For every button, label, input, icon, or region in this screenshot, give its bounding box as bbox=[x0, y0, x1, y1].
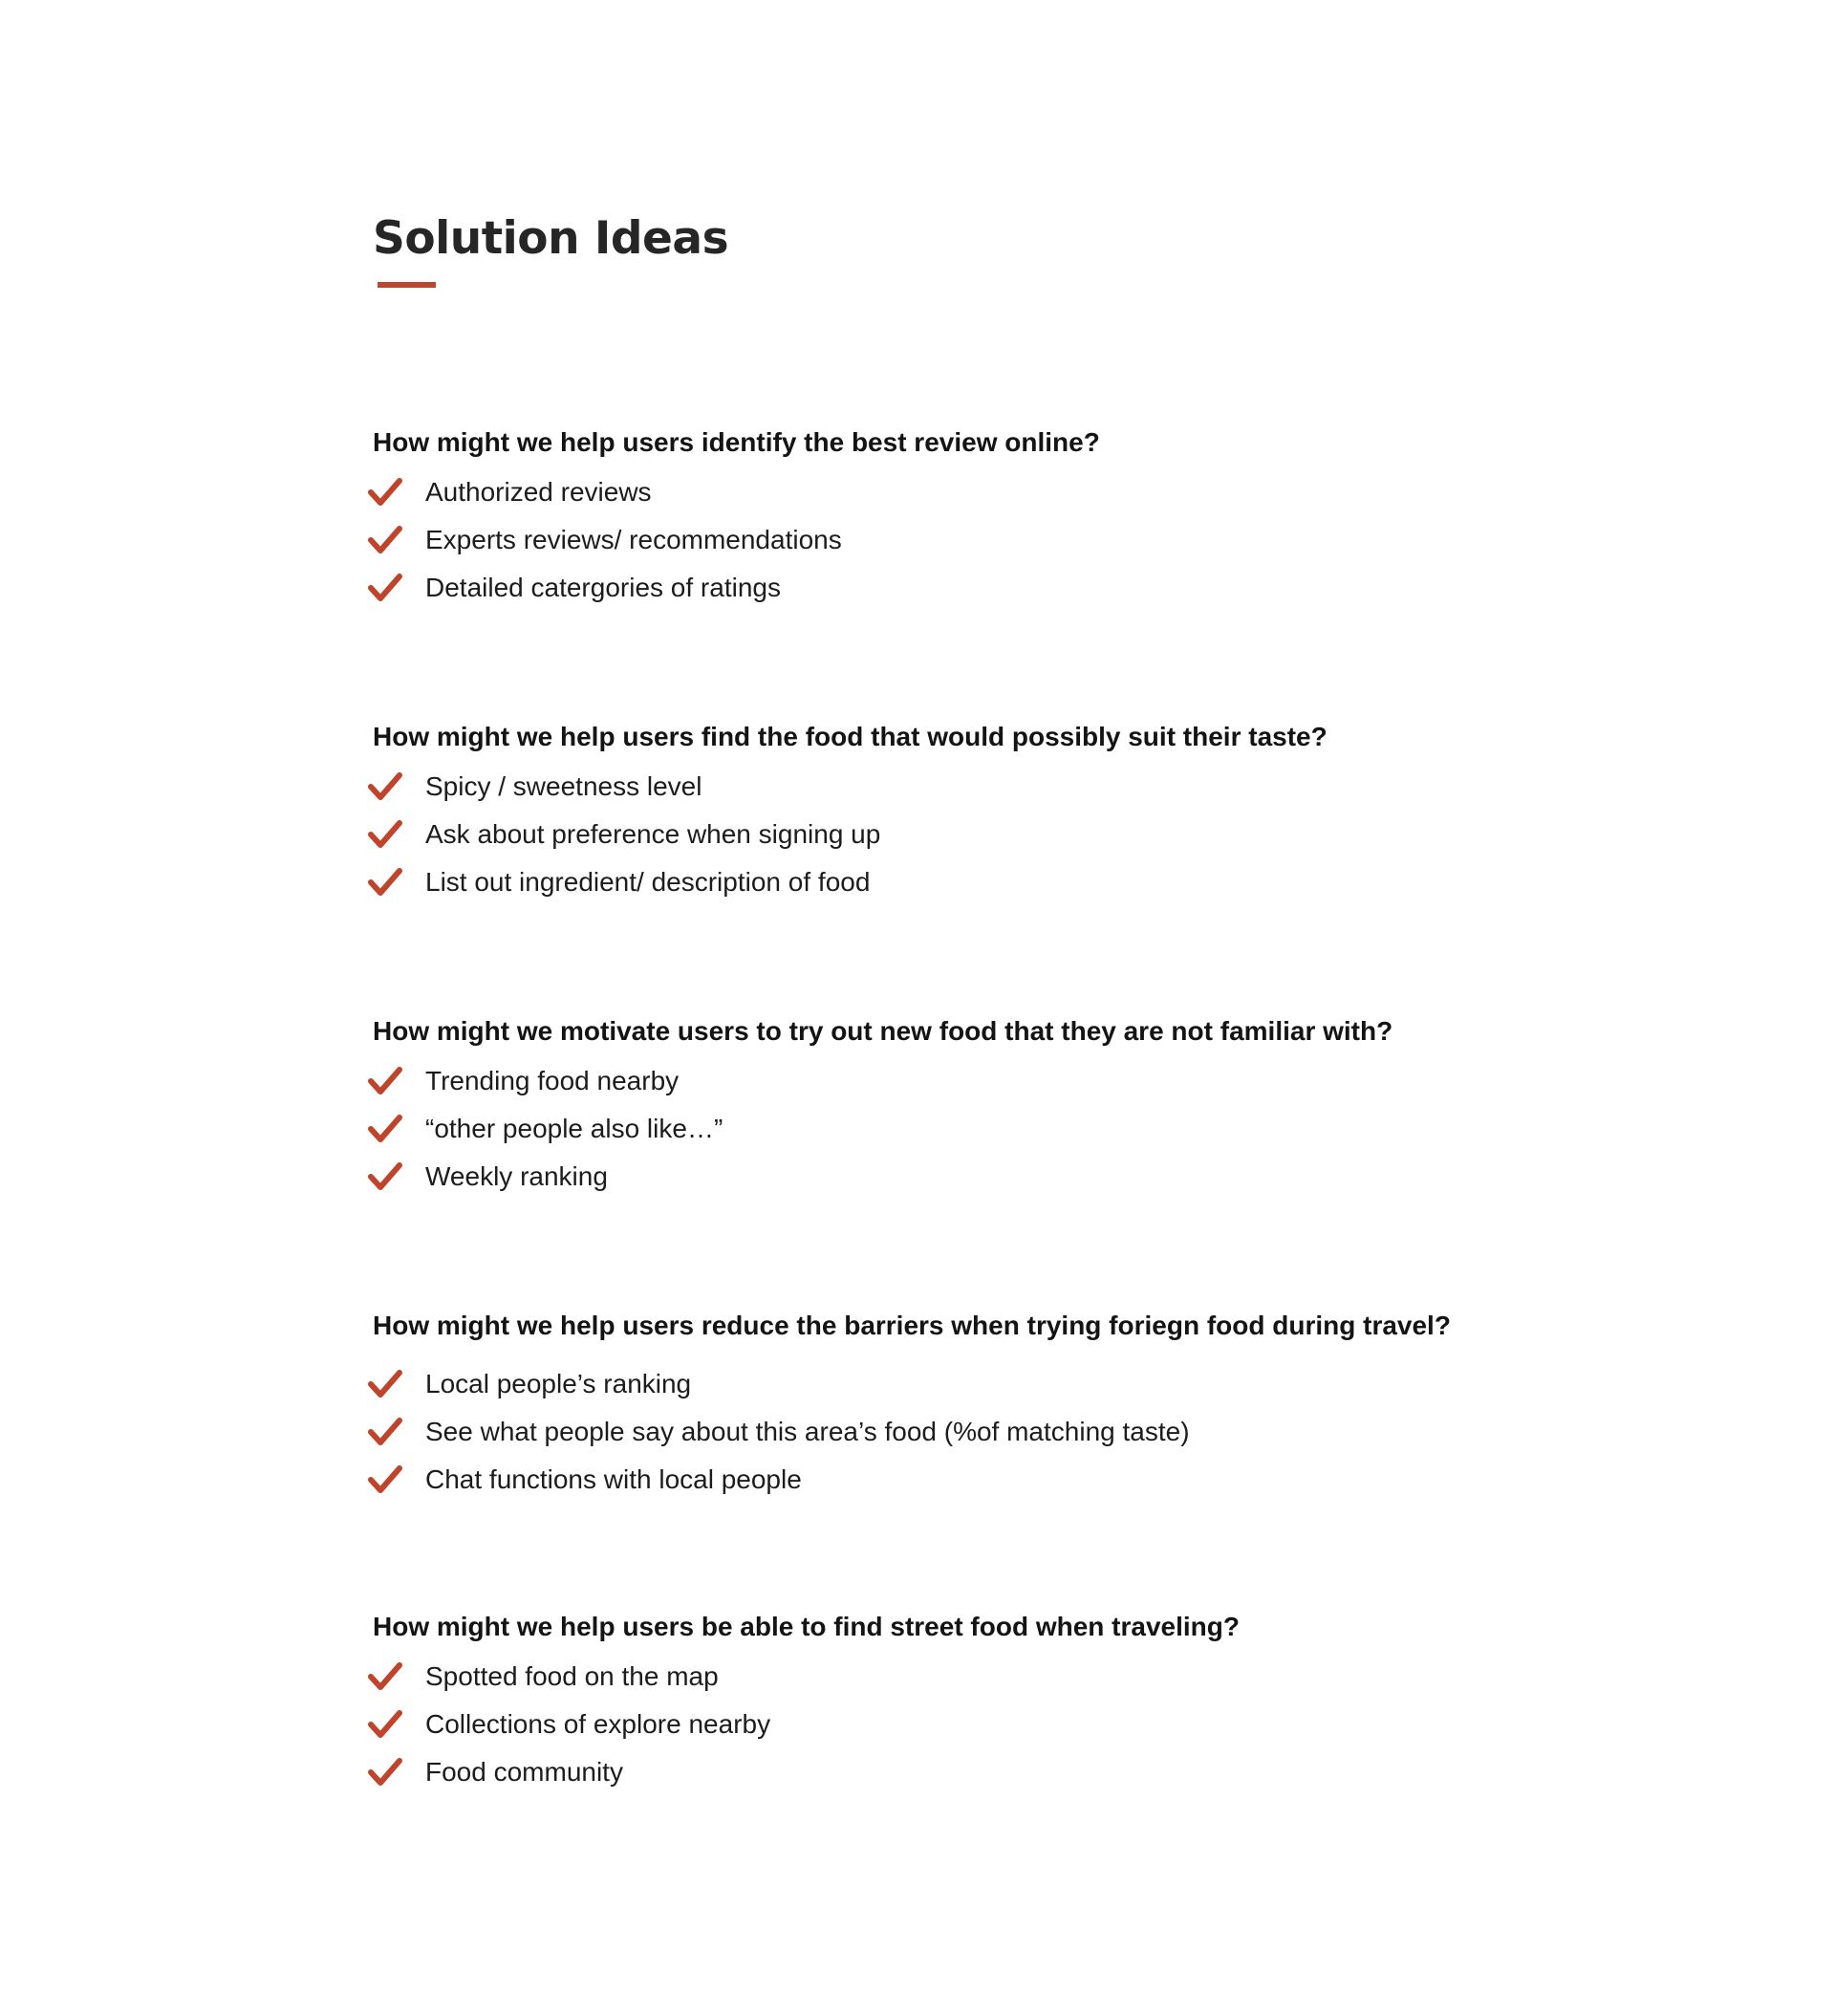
list-item bbox=[373, 1653, 1520, 1701]
solution-section bbox=[373, 1307, 1520, 1504]
check-icon bbox=[368, 1114, 402, 1144]
section-question: How might we help users reduce the barriers when trying foriegn food during travel? bbox=[373, 1311, 1451, 1340]
list-item bbox=[373, 763, 1520, 811]
solution-section bbox=[373, 423, 1520, 612]
list-item bbox=[373, 858, 1520, 906]
list-item bbox=[373, 564, 1520, 612]
section-question: How might we help users be able to find street food when traveling? bbox=[373, 1612, 1240, 1641]
page-title: Solution Ideas bbox=[373, 212, 729, 265]
section-question: How might we help users find the food that would possibly suit their taste? bbox=[373, 722, 1328, 751]
title-underline-accent bbox=[378, 282, 436, 288]
solution-list bbox=[373, 1360, 1520, 1504]
check-icon bbox=[368, 1066, 402, 1096]
check-icon bbox=[368, 525, 402, 555]
list-item-text: Spicy / sweetness level bbox=[425, 771, 702, 801]
check-icon bbox=[368, 477, 402, 508]
solution-list bbox=[373, 763, 1520, 906]
solution-list bbox=[373, 1057, 1520, 1201]
list-item bbox=[373, 811, 1520, 858]
list-item-text: Detailed catergories of ratings bbox=[425, 573, 781, 602]
list-item bbox=[373, 1408, 1520, 1456]
section-question: How might we motivate users to try out new food that they are not familiar with? bbox=[373, 1016, 1393, 1046]
check-icon bbox=[368, 1661, 402, 1692]
solution-section bbox=[373, 718, 1520, 906]
list-item bbox=[373, 1701, 1520, 1748]
solution-list bbox=[373, 1653, 1520, 1796]
check-icon bbox=[368, 819, 402, 850]
list-item-text: Experts reviews/ recommendations bbox=[425, 525, 842, 554]
list-item-text: Ask about preference when signing up bbox=[425, 819, 881, 849]
check-icon bbox=[368, 1464, 402, 1495]
list-item bbox=[373, 516, 1520, 564]
solution-section bbox=[373, 1608, 1520, 1796]
check-icon bbox=[368, 573, 402, 603]
list-item-text: Collections of explore nearby bbox=[425, 1709, 771, 1739]
check-icon bbox=[368, 1757, 402, 1788]
list-item-text: Local people’s ranking bbox=[425, 1369, 692, 1398]
solution-section bbox=[373, 1012, 1520, 1201]
section-question: How might we help users identify the best review online? bbox=[373, 427, 1100, 457]
list-item-text: Authorized reviews bbox=[425, 477, 652, 507]
list-item bbox=[373, 1748, 1520, 1796]
list-item bbox=[373, 1153, 1520, 1201]
check-icon bbox=[368, 1161, 402, 1192]
list-item-text: List out ingredient/ description of food bbox=[425, 867, 871, 897]
list-item-text: Food community bbox=[425, 1757, 623, 1787]
list-item bbox=[373, 1057, 1520, 1105]
list-item bbox=[373, 1456, 1520, 1504]
list-item-text: Weekly ranking bbox=[425, 1161, 608, 1191]
check-icon bbox=[368, 1709, 402, 1740]
list-item bbox=[373, 1105, 1520, 1153]
check-icon bbox=[368, 1369, 402, 1399]
list-item bbox=[373, 1360, 1520, 1408]
list-item-text: See what people say about this area’s food (%of matching taste) bbox=[425, 1417, 1190, 1446]
solution-list bbox=[373, 468, 1520, 612]
list-item-text: Trending food nearby bbox=[425, 1066, 680, 1095]
check-icon bbox=[368, 867, 402, 898]
list-item-text: Chat functions with local people bbox=[425, 1464, 802, 1494]
list-item bbox=[373, 468, 1520, 516]
check-icon bbox=[368, 771, 402, 802]
check-icon bbox=[368, 1417, 402, 1447]
list-item-text: Spotted food on the map bbox=[425, 1661, 719, 1691]
list-item-text: “other people also like…” bbox=[425, 1114, 723, 1143]
